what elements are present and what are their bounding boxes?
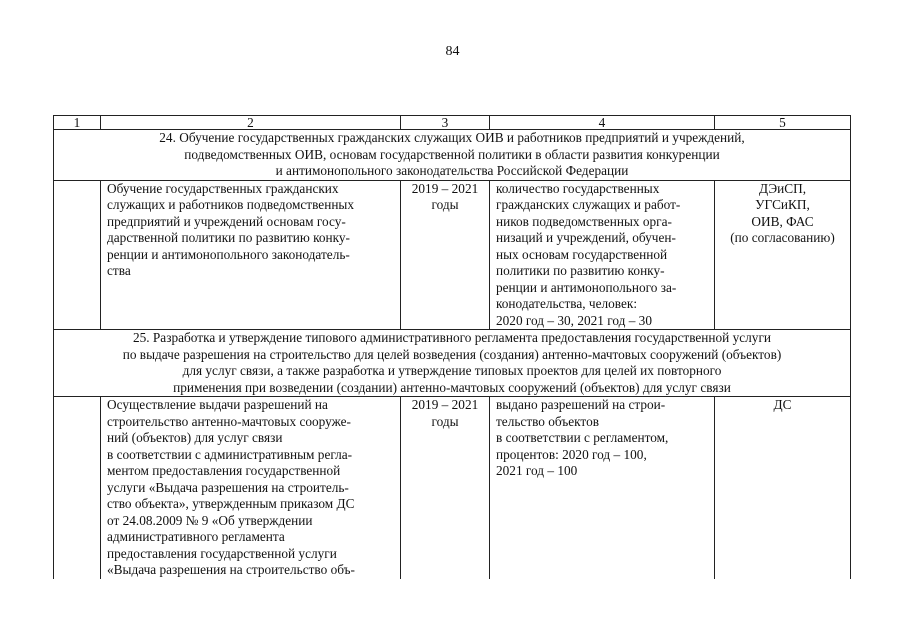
section-24-heading bbox=[54, 130, 851, 181]
text-line: годы bbox=[431, 197, 459, 212]
column-number: 1 bbox=[54, 116, 101, 130]
text-line: выдано разрешений на строи- bbox=[496, 397, 666, 412]
period-cell bbox=[401, 397, 490, 579]
text-line: служащих и работников подведомственных bbox=[107, 197, 355, 212]
text-line: ний (объектов) для услуг связи bbox=[107, 430, 283, 445]
column-number: 4 bbox=[490, 116, 715, 130]
text-line: административного регламента bbox=[107, 529, 285, 544]
indicator-cell bbox=[490, 180, 715, 330]
text-line: ментом предоставления государственной bbox=[107, 463, 341, 478]
text-line: 2021 год – 100 bbox=[496, 463, 578, 478]
text-line: Обучение государственных гражданских bbox=[107, 180, 339, 196]
heading-line: применения при возведении (создании) антенно-мачтовых сооружений (объектов) для услуг связи bbox=[173, 379, 731, 395]
table-row bbox=[54, 180, 851, 330]
column-number: 3 bbox=[401, 116, 490, 130]
text-line: предоставления государственной услуги bbox=[107, 545, 337, 561]
text-line: 2020 год – 30, 2021 год – 30 bbox=[496, 312, 652, 328]
heading-line: 25. Разработка и утверждение типового административного регламента предоставления государственной услуги bbox=[132, 330, 772, 345]
text-line: ренции и антимонопольного законодатель- bbox=[107, 246, 350, 262]
text-line: услуги «Выдача разрешения на строитель- bbox=[107, 479, 349, 495]
text-line: ДС bbox=[773, 397, 792, 412]
text-line: предприятий и учреждений основам госу- bbox=[107, 213, 346, 229]
text-line: ДЭиСП, bbox=[758, 180, 807, 196]
column-number: 2 bbox=[101, 116, 401, 130]
text-line: (по согласованию) bbox=[730, 230, 835, 245]
heading-line: по выдаче разрешения на строительство для целей возведения (создания) антенно-мачтовых сооружений (объектов) bbox=[122, 346, 782, 362]
text-line: строительство антенно-мачтовых сооруже- bbox=[107, 413, 351, 429]
text-line: конодательства, человек: bbox=[496, 296, 638, 311]
heading-line: для услуг связи, а также разработка и утверждение типовых проектов для целей их повторного bbox=[182, 363, 722, 378]
column-number-row bbox=[54, 116, 851, 130]
row-number-cell bbox=[54, 180, 101, 330]
text-line: УГСиКП, bbox=[755, 197, 810, 212]
table-row bbox=[54, 397, 851, 579]
section-heading-row bbox=[54, 330, 851, 397]
text-line: ренции и антимонопольного за- bbox=[496, 279, 677, 295]
text-line: годы bbox=[431, 413, 459, 429]
text-line: Осуществление выдачи разрешений на bbox=[107, 397, 328, 412]
text-line: количество государственных bbox=[496, 180, 660, 196]
text-line: 2019 – 2021 bbox=[411, 397, 479, 412]
responsible-cell bbox=[715, 397, 851, 579]
heading-line: подведомственных ОИВ, основам государственной политики в области развития конкуренции bbox=[184, 146, 720, 162]
text-line: ников подведомственных орга- bbox=[496, 213, 672, 229]
measures-table bbox=[53, 115, 851, 579]
text-line: в соответствии с регламентом, bbox=[496, 430, 669, 445]
text-line: тельство объектов bbox=[496, 413, 599, 429]
text-line: процентов: 2020 год – 100, bbox=[496, 446, 647, 462]
text-line: ства bbox=[107, 263, 131, 278]
column-number: 5 bbox=[715, 116, 851, 130]
text-line: ных основам государственной bbox=[496, 246, 668, 262]
text-line: ство объекта», утвержденным приказом ДС bbox=[107, 496, 355, 511]
section-heading-row bbox=[54, 130, 851, 181]
text-line: 2019 – 2021 bbox=[411, 180, 479, 196]
text-line: низаций и учреждений, обучен- bbox=[496, 230, 676, 245]
text-line: в соответствии с административным регла- bbox=[107, 446, 353, 462]
text-line: дарственной политики по развитию конку- bbox=[107, 230, 350, 245]
section-25-heading bbox=[54, 330, 851, 397]
text-line: «Выдача разрешения на строительство объ- bbox=[107, 562, 355, 577]
heading-line: 24. Обучение государственных гражданских служащих ОИВ и работников предприятий и учреждений, bbox=[159, 130, 745, 145]
indicator-cell bbox=[490, 397, 715, 579]
page-number: 84 bbox=[445, 44, 460, 59]
text-line: гражданских служащих и работ- bbox=[496, 197, 681, 212]
heading-line: и антимонопольного законодательства Российской Федерации bbox=[275, 163, 629, 178]
text-line: от 24.08.2009 № 9 «Об утверждении bbox=[107, 512, 313, 528]
measure-cell bbox=[101, 397, 401, 579]
measure-cell bbox=[101, 180, 401, 330]
text-line: ОИВ, ФАС bbox=[751, 213, 814, 229]
text-line: политики по развитию конку- bbox=[496, 263, 665, 278]
period-cell bbox=[401, 180, 490, 330]
row-number-cell bbox=[54, 397, 101, 579]
responsible-cell bbox=[715, 180, 851, 330]
